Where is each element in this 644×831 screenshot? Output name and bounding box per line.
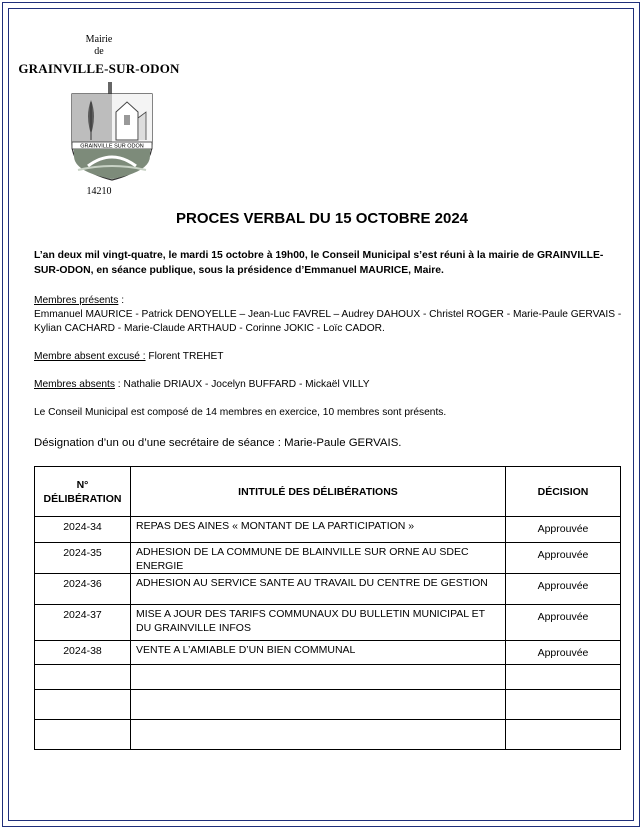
logo-town-name: GRAINVILLE-SUR-ODON — [18, 61, 180, 76]
member-absent-excused-section — [34, 350, 624, 364]
members-present-label: Membres présents — [34, 295, 119, 306]
logo-postcode: 14210 — [86, 186, 112, 197]
coat-of-arms-icon — [64, 82, 159, 182]
logo-de-text: de — [94, 46, 104, 57]
logo-mairie-text: Mairie — [85, 34, 113, 45]
secretary-designation: Désignation d’un ou d’une secrétaire de séance : Marie-Paule GERVAIS. — [34, 437, 402, 449]
intro-paragraph: L’an deux mil vingt-quatre, le mardi 15 octobre à 19h00, le Conseil Municipal s’est réuni à la mairie de GRAINVILLE-SUR-ODON, en séance publique, sous la présidence d’Emmanuel MAURICE, Maire. — [34, 250, 604, 276]
members-present-names: Emmanuel MAURICE - Patrick DENOYELLE – Jean-Luc FAVREL – Audrey DAHOUX - Christel ROGER - Marie-Paule GERVAIS - Kylian CACHARD - Marie-Claude ARTHAUD - Corinne JOKIC - Loïc CADOR. — [34, 309, 622, 334]
members-absent-names: : Nathalie DRIAUX - Jocelyn BUFFARD - Mickaël VILLY — [114, 379, 370, 390]
row-title: ADHESION AU SERVICE SANTE AU TRAVAIL DU CENTRE DE GESTION — [131, 574, 506, 605]
table-row — [35, 605, 621, 641]
composition-text: Le Conseil Municipal est composé de 14 membres en exercice, 10 membres sont présents. — [34, 407, 447, 418]
row-decision — [506, 665, 621, 690]
row-number: 2024-38 — [35, 641, 131, 665]
row-number — [35, 665, 131, 690]
row-decision: Approuvée — [506, 574, 621, 605]
row-title: VENTE A L’AMIABLE D’UN BIEN COMMUNAL — [131, 641, 506, 665]
table-row — [35, 641, 621, 665]
member-absent-excused-label: Membre absent excusé : — [34, 351, 146, 362]
members-absent-label: Membres absents — [34, 379, 115, 390]
header-number: N° DÉLIBÉRATION — [35, 467, 131, 517]
header-title: INTITULÉ DES DÉLIBÉRATIONS — [131, 467, 506, 517]
table-row — [35, 574, 621, 605]
row-number: 2024-37 — [35, 605, 131, 641]
row-number — [35, 690, 131, 720]
row-decision: Approuvée — [506, 517, 621, 543]
table-row — [35, 665, 621, 690]
table-row — [35, 690, 621, 720]
row-decision: Approuvée — [506, 605, 621, 641]
table-header-row — [35, 467, 621, 517]
row-title: ADHESION DE LA COMMUNE DE BLAINVILLE SUR ORNE AU SDEC ENERGIE — [131, 543, 506, 574]
crest-banner-text: GRAINVILLE SUR ODON — [80, 143, 144, 150]
table-row — [35, 720, 621, 750]
row-decision: Approuvée — [506, 641, 621, 665]
page-title: PROCES VERBAL DU 15 OCTOBRE 2024 — [175, 210, 469, 227]
row-decision — [506, 690, 621, 720]
members-absent-section — [34, 378, 624, 392]
row-number — [35, 720, 131, 750]
row-title — [131, 690, 506, 720]
row-number: 2024-34 — [35, 517, 131, 543]
mairie-logo — [14, 34, 184, 199]
row-decision — [506, 720, 621, 750]
row-title: MISE A JOUR DES TARIFS COMMUNAUX DU BULLETIN MUNICIPAL ET DU GRAINVILLE INFOS — [131, 605, 506, 641]
table-row — [35, 543, 621, 574]
deliberations-table — [34, 466, 621, 750]
header-decision: DÉCISION — [506, 467, 621, 517]
row-number: 2024-36 — [35, 574, 131, 605]
row-title — [131, 665, 506, 690]
table-row — [35, 517, 621, 543]
members-present-label-suffix: : — [118, 295, 125, 306]
row-title — [131, 720, 506, 750]
row-decision: Approuvée — [506, 543, 621, 574]
member-absent-excused-names: Florent TREHET — [145, 351, 224, 362]
row-title: REPAS DES AINES « MONTANT DE LA PARTICIPATION » — [131, 517, 506, 543]
row-number: 2024-35 — [35, 543, 131, 574]
members-present-section — [34, 294, 624, 336]
